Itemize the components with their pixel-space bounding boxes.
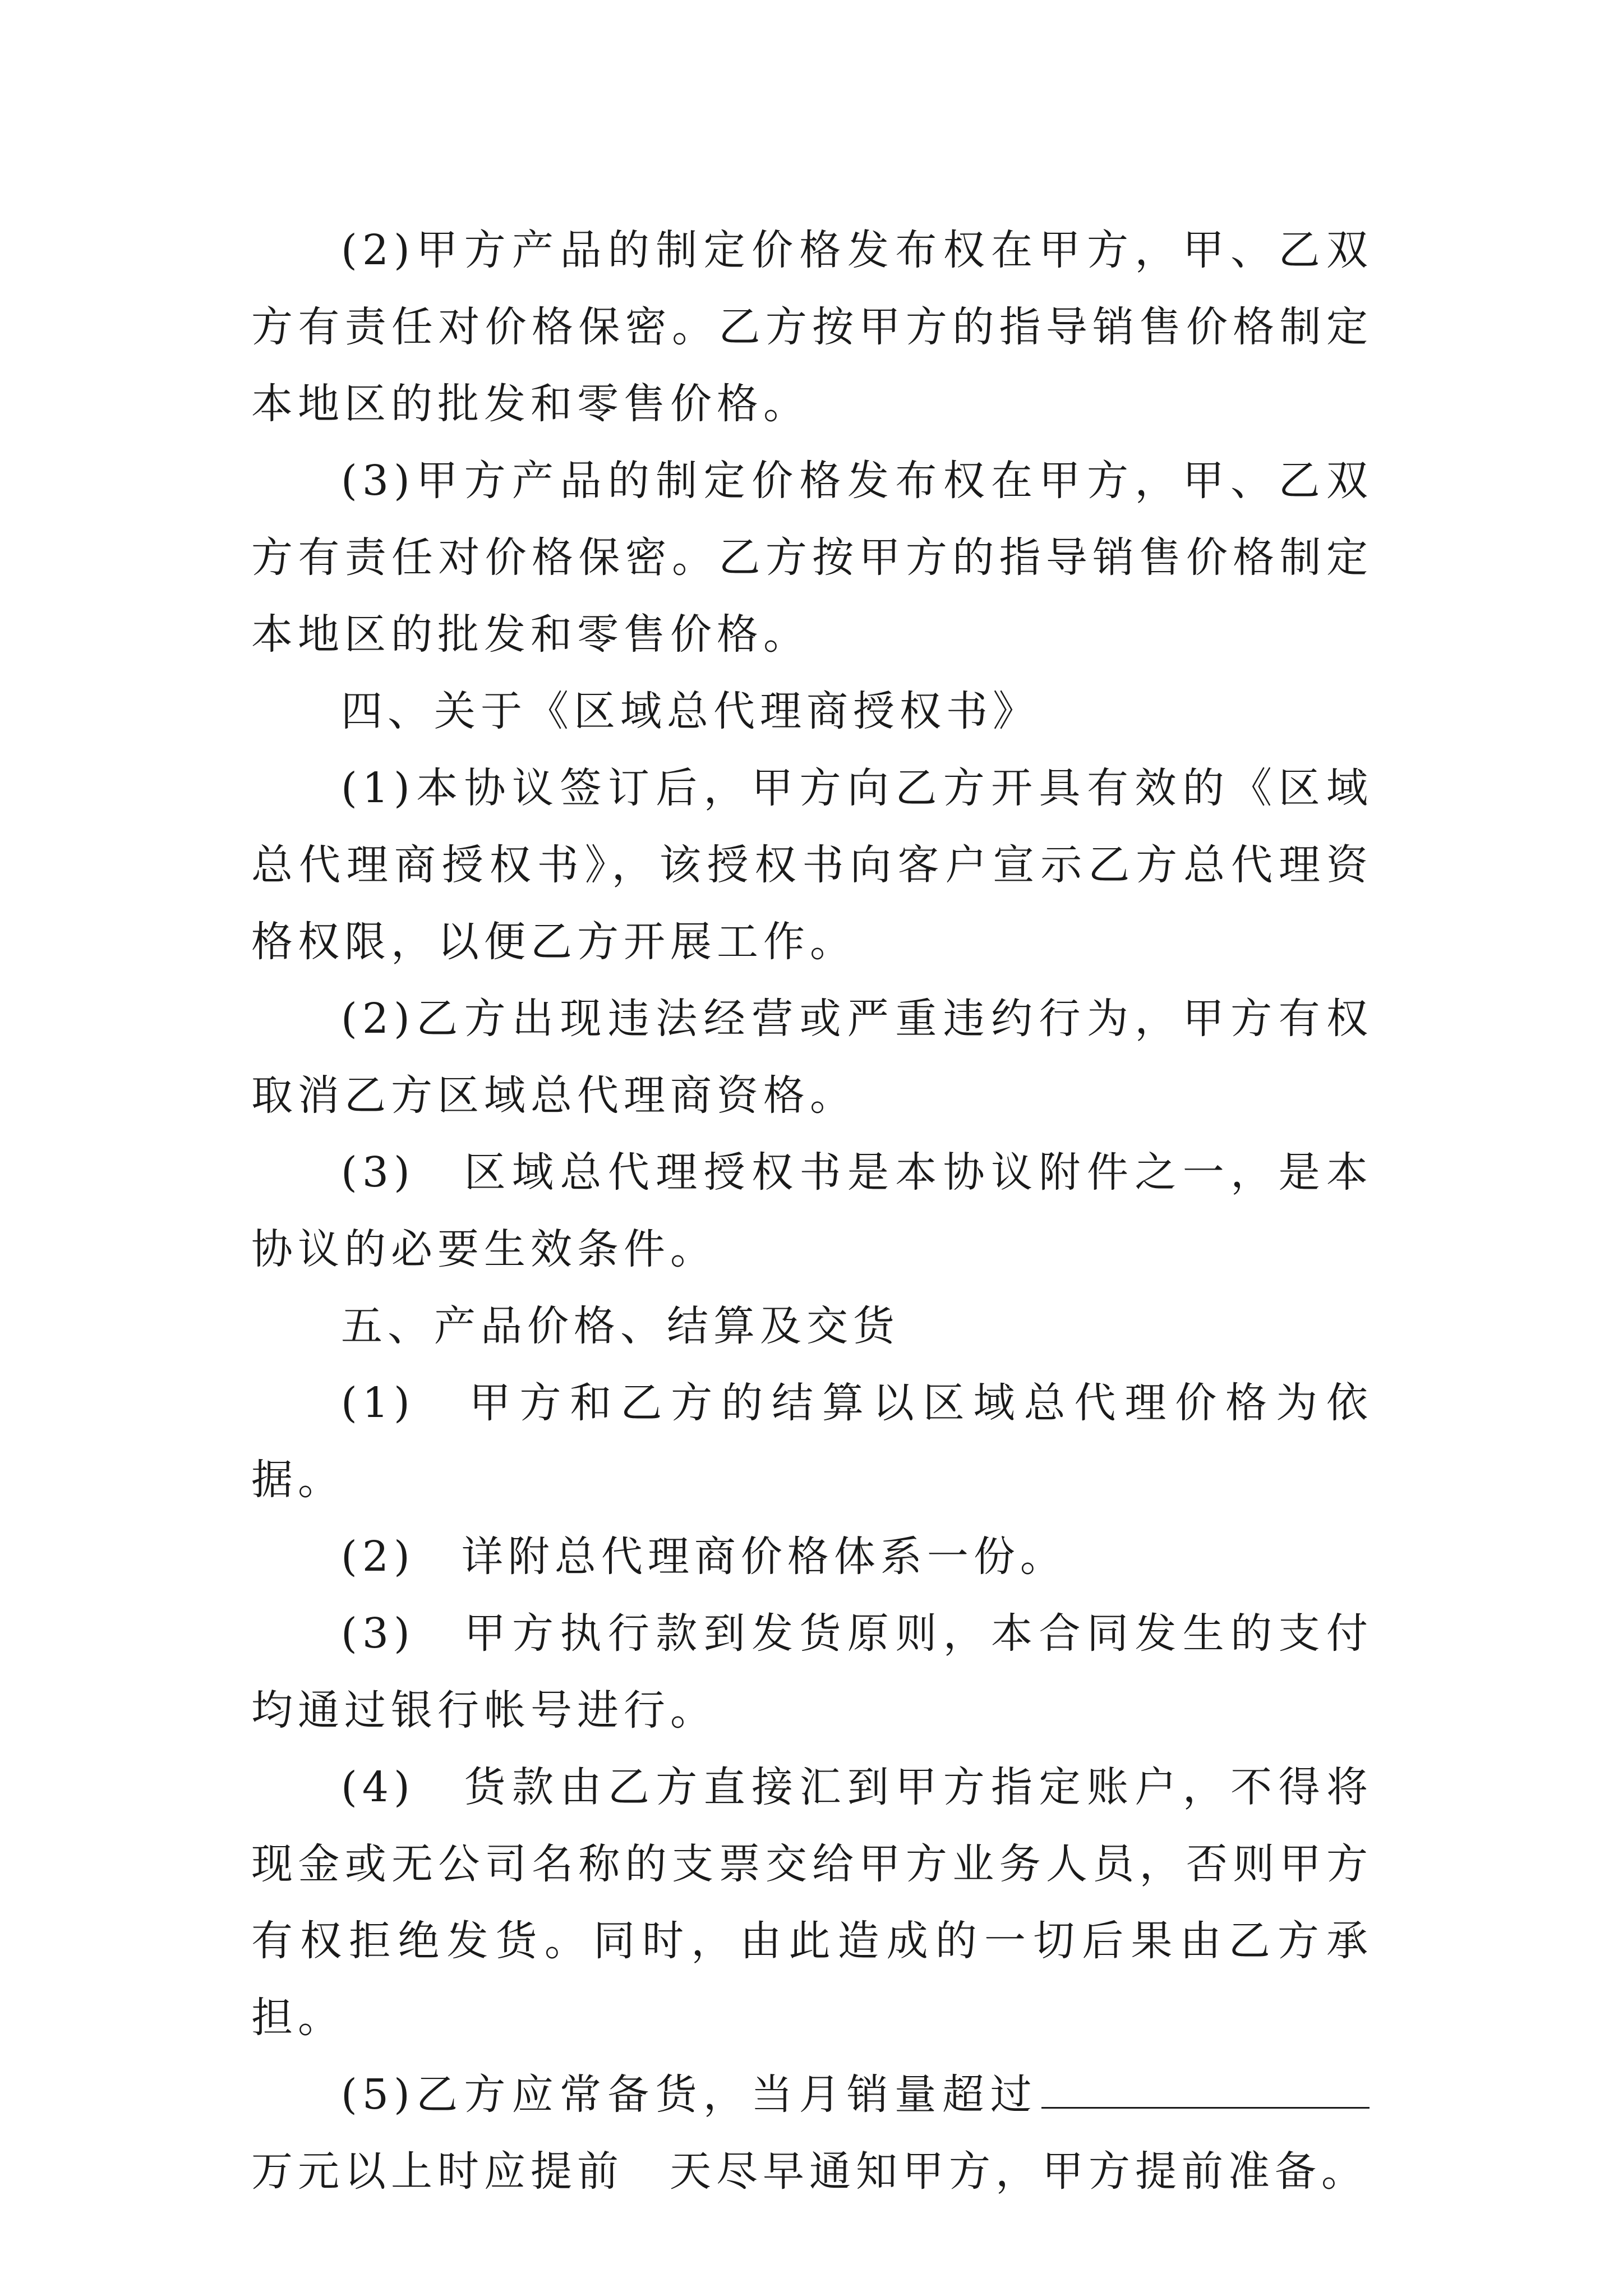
paragraph-settlement-5-part3: 天尽早通知甲方，甲方提前准备。	[670, 2147, 1368, 2196]
paragraph-settlement-4: (4) 货款由乙方直接汇到甲方指定账户，不得将现金或无公司名称的支票交给甲方业务人员，否则甲方有权拒绝发货。同时，由此造成的一切后果由乙方承担。	[251, 1763, 1373, 2042]
paragraph-pricing-2: (2)甲方产品的制定价格发布权在甲方，甲、乙双方有责任对价格保密。乙方按甲方的指导销售价格制定本地区的批发和零售价格。	[251, 226, 1373, 428]
section-heading-5: 五、产品价格、结算及交货	[341, 1302, 900, 1350]
paragraph-pricing-3: (3)甲方产品的制定价格发布权在甲方，甲、乙双方有责任对价格保密。乙方按甲方的指导销售价格制定本地区的批发和零售价格。	[251, 457, 1373, 659]
paragraph-settlement-5-part1: (5)乙方应常备货，当月销量超过	[341, 2070, 1038, 2119]
paragraph-authorization-2: (2)乙方出现违法经营或严重违约行为，甲方有权取消乙方区域总代理商资格。	[251, 995, 1373, 1120]
amount-blank-line	[1041, 2065, 1370, 2109]
paragraph-settlement-5	[251, 2056, 1373, 2210]
paragraph-settlement-2: (2) 详附总代理商价格体系一份。	[341, 1533, 1067, 1581]
paragraph-authorization-1: (1)本协议签订后，甲方向乙方开具有效的《区域总代理商授权书》，该授权书向客户宣示乙方总代理资格权限，以便乙方开展工作。	[251, 764, 1373, 966]
section-heading-4: 四、关于《区域总代理商授权书》	[341, 687, 1039, 735]
paragraph-settlement-1: (1) 甲方和乙方的结算以区域总代理价格为依据。	[251, 1379, 1373, 1504]
document-body	[251, 212, 1373, 2210]
paragraph-authorization-3: (3) 区域总代理授权书是本协议附件之一，是本协议的必要生效条件。	[251, 1148, 1373, 1273]
paragraph-settlement-5-part2: 万元以上时应提前	[251, 2147, 624, 2196]
paragraph-settlement-3: (3) 甲方执行款到发货原则，本合同发生的支付均通过银行帐号进行。	[251, 1609, 1373, 1734]
